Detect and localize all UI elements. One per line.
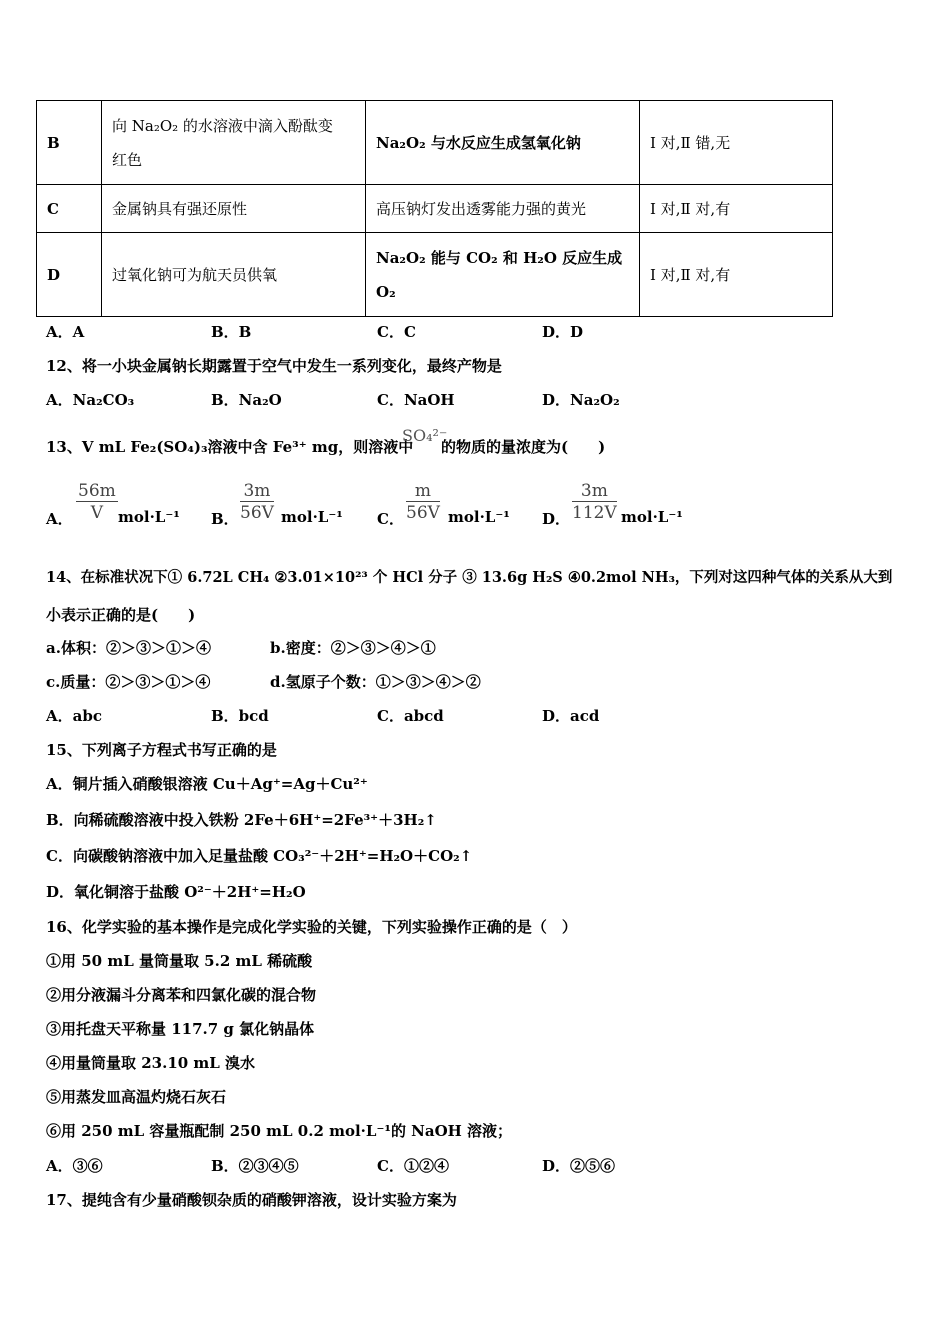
q15-option-c[interactable]: C．向碳酸钠溶液中加入足量盐酸 CO₃²⁻＋2H⁺=H₂O＋CO₂↑ — [46, 847, 473, 865]
q14-statement-a: a.体积：②＞③＞①＞④ — [46, 639, 211, 657]
q15-option-d[interactable]: D．氧化铜溶于盐酸 O²⁻＋2H⁺=H₂O — [46, 883, 306, 901]
fraction-b: $\frac{3m}{56V}$ — [240, 481, 274, 523]
q16-item-5: ⑤用蒸发皿高温灼烧石灰石 — [46, 1088, 227, 1106]
q12-option-a[interactable]: A．Na₂CO₃ — [46, 391, 135, 409]
q14-option-a[interactable]: A．abc — [46, 707, 102, 725]
q14-stem-b: 小表示正确的是( ) — [46, 606, 196, 624]
q13-option-b[interactable]: B． — [211, 510, 239, 528]
q15-option-a[interactable]: A．铜片插入硝酸银溶液 Cu＋Ag⁺=Ag＋Cu²⁺ — [46, 775, 368, 793]
q11-option-c[interactable]: C．C — [377, 323, 416, 341]
statement-1: 金属钠具有强还原性 — [102, 185, 366, 233]
statement-2: Na₂O₂ 与水反应生成氢氧化钠 — [366, 101, 640, 185]
q15-option-b[interactable]: B．向稀硫酸溶液中投入铁粉 2Fe＋6H⁺=2Fe³⁺＋3H₂↑ — [46, 811, 437, 829]
q13-stem-b: 的物质的量浓度为( ) — [441, 438, 606, 456]
q16-stem: 16、化学实验的基本操作是完成化学实验的关键，下列实验操作正确的是（ ） — [46, 918, 577, 936]
q15-stem: 15、下列离子方程式书写正确的是 — [46, 741, 277, 759]
statement-1: 向 Na₂O₂ 的水溶液中滴入酚酞变 红色 — [102, 101, 366, 185]
fraction-d: $\frac{3m}{112V}$ — [572, 481, 617, 523]
q11-option-b[interactable]: B．B — [211, 323, 252, 341]
q14-statement-c: c.质量：②＞③＞①＞④ — [46, 673, 211, 691]
q16-option-d[interactable]: D．②⑤⑥ — [542, 1157, 616, 1175]
unit-c: mol·L⁻¹ — [448, 508, 510, 526]
q16-item-6: ⑥用 250 mL 容量瓶配制 250 mL 0.2 mol·L⁻¹的 NaOH 溶液； — [46, 1122, 513, 1140]
q14-option-c[interactable]: C．abcd — [377, 707, 444, 725]
table-row — [37, 233, 833, 317]
q14-option-d[interactable]: D．acd — [542, 707, 600, 725]
row-label: D — [37, 233, 102, 317]
q16-item-1: ①用 50 mL 量筒量取 5.2 mL 稀硫酸 — [46, 952, 313, 970]
fraction-c: $\frac{m}{56V}$ — [406, 481, 440, 523]
q16-option-c[interactable]: C．①②④ — [377, 1157, 449, 1175]
row-label: B — [37, 101, 102, 185]
statement-1: 过氧化钠可为航天员供氧 — [102, 233, 366, 317]
q13-stem-a: 13、V mL Fe₂(SO₄)₃溶液中含 Fe³⁺ mg，则溶液中 — [46, 438, 414, 456]
q12-option-c[interactable]: C．NaOH — [377, 391, 455, 409]
judgement: Ⅰ 对,Ⅱ 对,有 — [640, 233, 833, 317]
unit-b: mol·L⁻¹ — [281, 508, 343, 526]
unit-a: mol·L⁻¹ — [118, 508, 180, 526]
q16-item-3: ③用托盘天平称量 117.7 g 氯化钠晶体 — [46, 1020, 315, 1038]
q13-option-c[interactable]: C． — [377, 510, 404, 528]
q16-option-b[interactable]: B．②③④⑤ — [211, 1157, 299, 1175]
fraction-a: $\frac{56m}{V}$ — [78, 481, 116, 523]
options-table — [36, 100, 833, 317]
q14-stem-a: 14、在标准状况下① 6.72L CH₄ ②3.01×10²³ 个 HCl 分子 ③ 13.6g H₂S ④0.2mol NH₃，下列对这四种气体的关系从大到 — [46, 569, 893, 586]
judgement: Ⅰ 对,Ⅱ 对,有 — [640, 185, 833, 233]
q11-option-a[interactable]: A．A — [46, 323, 85, 341]
sulfate-ion: SO₄²⁻ — [402, 426, 448, 445]
q16-option-a[interactable]: A．③⑥ — [46, 1157, 103, 1175]
table-row — [37, 101, 833, 185]
q12-option-b[interactable]: B．Na₂O — [211, 391, 282, 409]
q13-option-a[interactable]: A． — [46, 510, 73, 528]
statement-2: Na₂O₂ 能与 CO₂ 和 H₂O 反应生成 O₂ — [366, 233, 640, 317]
q17-stem: 17、提纯含有少量硝酸钡杂质的硝酸钾溶液，设计实验方案为 — [46, 1191, 457, 1209]
statement-2: 高压钠灯发出透雾能力强的黄光 — [366, 185, 640, 233]
q16-item-2: ②用分液漏斗分离苯和四氯化碳的混合物 — [46, 986, 317, 1004]
q16-item-4: ④用量筒量取 23.10 mL 溴水 — [46, 1054, 256, 1072]
table-row — [37, 185, 833, 233]
q14-statement-b: b.密度：②＞③＞④＞① — [270, 639, 436, 657]
row-label: C — [37, 185, 102, 233]
q14-option-b[interactable]: B．bcd — [211, 707, 269, 725]
q11-option-d[interactable]: D．D — [542, 323, 584, 341]
q12-option-d[interactable]: D．Na₂O₂ — [542, 391, 620, 409]
q12-stem: 12、将一小块金属钠长期露置于空气中发生一系列变化，最终产物是 — [46, 357, 502, 375]
q14-statement-d: d.氢原子个数：①＞③＞④＞② — [270, 673, 481, 691]
unit-d: mol·L⁻¹ — [621, 508, 683, 526]
judgement: Ⅰ 对,Ⅱ 错,无 — [640, 101, 833, 185]
q13-option-d[interactable]: D． — [542, 510, 571, 528]
